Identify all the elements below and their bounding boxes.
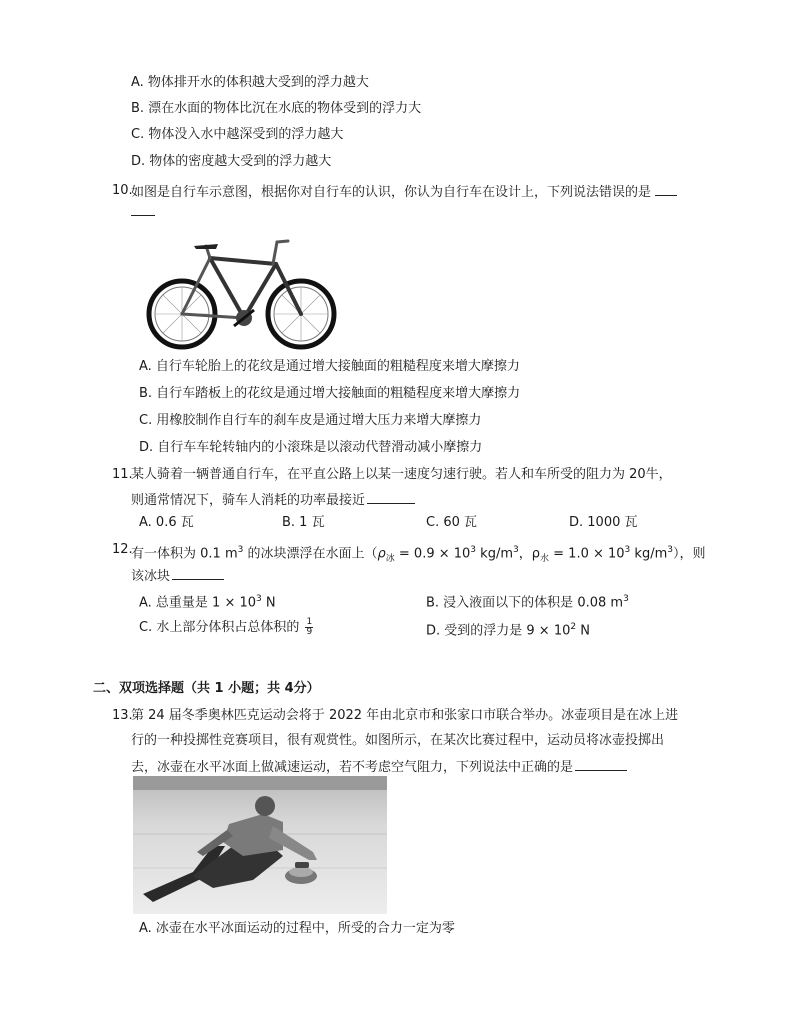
superscript: 3 bbox=[470, 545, 477, 555]
curling-photo bbox=[133, 776, 387, 914]
q12-stem-middle: 的冰块漂浮在水面上（ bbox=[243, 546, 378, 562]
q12-stem-line2 bbox=[131, 566, 224, 586]
unit: kg/m bbox=[630, 546, 668, 562]
q12-number: 12. bbox=[112, 542, 133, 557]
rho-water: ，ρ bbox=[518, 546, 540, 562]
superscript: 2 bbox=[570, 622, 577, 632]
q13-line2: 行的一种投掷性竞赛项目，很有观赏性。如图所示，在某次比赛过程中，运动员将冰壶投掷出 bbox=[131, 733, 665, 748]
q10-option-b: B. 自行车踏板上的花纹是通过增大接触面的粗糙程度来增大摩擦力 bbox=[139, 386, 521, 401]
q12-option-c-text: C. 水上部分体积占总体积的 bbox=[139, 620, 300, 635]
q10-number: 10. bbox=[112, 183, 133, 198]
q12-stem-volume: 有一体积为 0.1 m bbox=[131, 546, 238, 562]
fraction-denominator: 9 bbox=[306, 627, 313, 637]
q11-stem-line2-text: 则通常情况下，骑车人消耗的功率最接近 bbox=[131, 493, 366, 508]
q12-option-a bbox=[139, 590, 276, 612]
q12-option-a-text: A. 总重量是 1 × 10 bbox=[139, 595, 257, 611]
superscript: 3 bbox=[624, 545, 631, 555]
answer-blank bbox=[172, 566, 224, 580]
answer-blank bbox=[655, 182, 677, 196]
q11-option-c: C. 60 瓦 bbox=[426, 515, 478, 530]
water-subscript: 水 bbox=[540, 553, 550, 564]
q13-number: 13. bbox=[112, 708, 133, 723]
q11-option-a: A. 0.6 瓦 bbox=[139, 515, 194, 530]
water-density: = 1.0 × 10 bbox=[549, 546, 625, 562]
q11-number: 11. bbox=[112, 467, 133, 482]
q13-option-a: A. 冰壶在水平冰面运动的过程中，所受的合力一定为零 bbox=[139, 921, 455, 936]
q12-option-c bbox=[139, 618, 313, 637]
unit: kg/m bbox=[476, 546, 513, 562]
q12-option-b-text: B. 浸入液面以下的体积是 0.08 m bbox=[426, 595, 624, 611]
ice-density: = 0.9 × 10 bbox=[394, 546, 471, 562]
fraction-numerator: 1 bbox=[306, 617, 313, 627]
answer-blank bbox=[367, 490, 415, 504]
q10-option-a: A. 自行车轮胎上的花纹是通过增大接触面的粗糙程度来增大摩擦力 bbox=[139, 359, 520, 374]
fraction bbox=[305, 618, 313, 637]
q12-stem-line1 bbox=[131, 541, 706, 568]
superscript: 3 bbox=[667, 545, 673, 555]
q10-stem-text: 如图是自行车示意图，根据你对自行车的认识，你认为自行车在设计上，下列说法错误的是 bbox=[131, 185, 652, 200]
q11-option-b: B. 1 瓦 bbox=[282, 515, 325, 530]
unit: N bbox=[261, 595, 276, 611]
q11-stem-line2 bbox=[131, 490, 415, 510]
q10-stem bbox=[131, 182, 677, 202]
ice-subscript: 冰 bbox=[385, 553, 395, 564]
q13-line3-text: 去，冰壶在水平冰面上做减速运动，若不考虑空气阻力，下列说法中正确的是 bbox=[131, 760, 574, 775]
superscript: 3 bbox=[256, 594, 262, 604]
q11-stem-line1: 某人骑着一辆普通自行车，在平直公路上以某一速度匀速行驶。若人和车所受的阻力为 20牛， bbox=[131, 467, 672, 482]
q10-option-d: D. 自行车车轮转轴内的小滚珠是以滚动代替滑动减小摩擦力 bbox=[139, 440, 483, 455]
q12-option-d-text: D. 受到的浮力是 9 × 10 bbox=[426, 623, 571, 639]
bicycle-image bbox=[146, 234, 338, 352]
q12-stem-line2-text: 该冰块 bbox=[131, 569, 171, 584]
q9-option-c: C. 物体没入水中越深受到的浮力越大 bbox=[131, 127, 344, 142]
unit: N bbox=[576, 623, 590, 639]
q10-option-c: C. 用橡胶制作自行车的刹车皮是通过增大压力来增大摩擦力 bbox=[139, 413, 482, 428]
superscript: 3 bbox=[237, 545, 244, 555]
q12-option-b bbox=[426, 590, 629, 612]
answer-blank bbox=[575, 757, 627, 771]
q9-option-a: A. 物体排开水的体积越大受到的浮力越大 bbox=[131, 75, 369, 90]
rho-symbol: ρ bbox=[377, 546, 386, 562]
q11-option-d: D. 1000 瓦 bbox=[569, 515, 638, 530]
q13-line3 bbox=[131, 757, 627, 777]
q9-option-b: B. 漂在水面的物体比沉在水底的物体受到的浮力大 bbox=[131, 101, 422, 116]
q9-option-d: D. 物体的密度越大受到的浮力越大 bbox=[131, 154, 332, 169]
section-title: 二、双项选择题（共 1 小题；共 4分） bbox=[93, 681, 320, 696]
superscript: 3 bbox=[623, 594, 629, 604]
answer-blank-continued bbox=[131, 214, 155, 216]
q12-stem-end: ），则 bbox=[672, 546, 706, 562]
q13-line1: 第 24 届冬季奥林匹克运动会将于 2022 年由北京市和张家口市联合举办。冰壶项目是在冰上进 bbox=[131, 708, 679, 723]
q12-option-d bbox=[426, 618, 590, 640]
superscript: 3 bbox=[513, 545, 519, 555]
